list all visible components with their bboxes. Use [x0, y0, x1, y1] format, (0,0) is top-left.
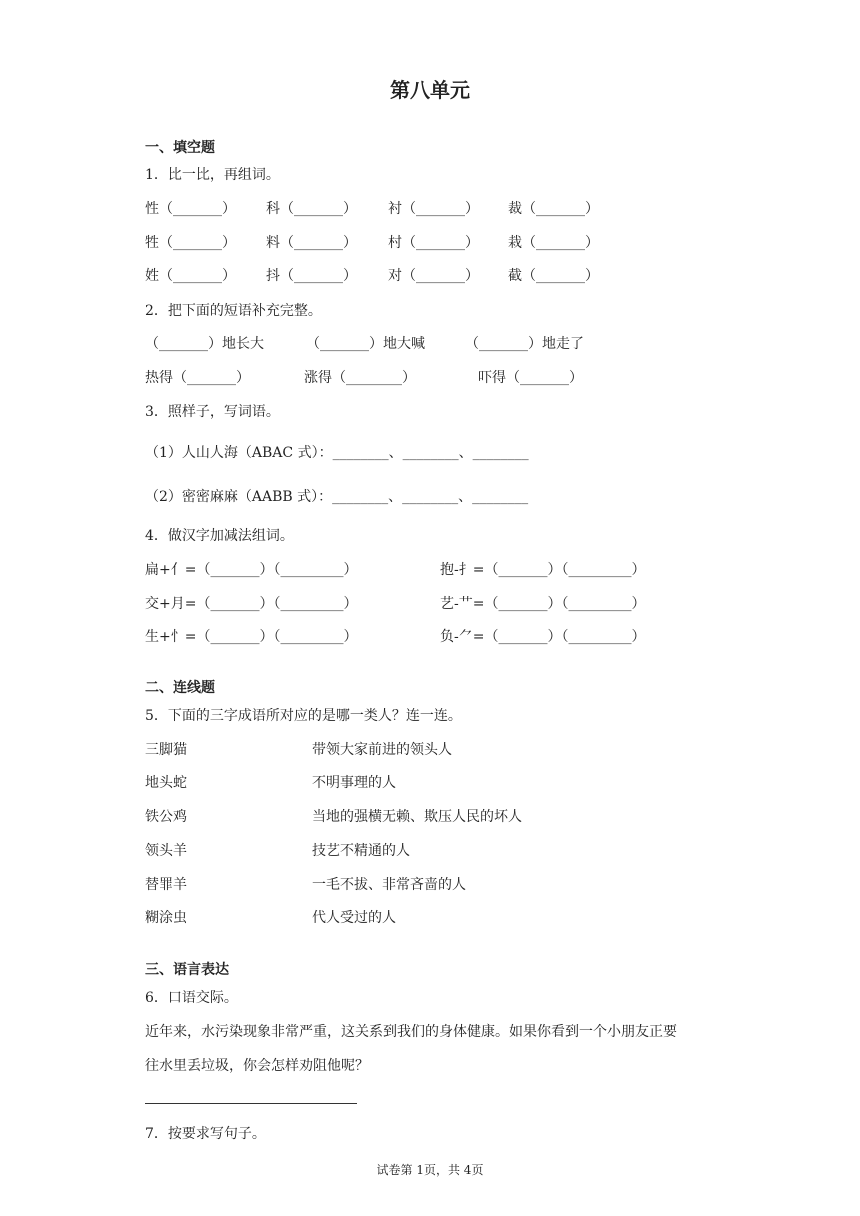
q4-right-item: 抱-扌=（_______）（_________）: [440, 562, 646, 578]
q1-cell: 衬（_______）: [388, 201, 479, 217]
page-title: 第八单元: [390, 78, 470, 102]
q5-idiom: 糊涂虫: [145, 910, 187, 926]
question-1-prompt: 1．比一比，再组词。: [145, 167, 280, 183]
q5-meaning: 带领大家前进的领头人: [312, 742, 452, 758]
q3-item-1: （1）人山人海（ABAC 式）：________、________、________: [145, 445, 529, 461]
q4-left-item: 扁+亻=（_______）（_________）: [145, 562, 358, 578]
q1-cell: 料（_______）: [266, 235, 357, 251]
page-footer: 试卷第 1页，共 4页: [376, 1163, 484, 1177]
q1-cell: 姓（_______）: [145, 268, 236, 284]
q2-phrase: 热得（_______）: [145, 370, 250, 386]
q1-cell: 村（_______）: [388, 235, 479, 251]
q1-cell: 性（_______）: [145, 201, 236, 217]
answer-line: [145, 1103, 357, 1104]
q5-idiom: 替罪羊: [145, 877, 187, 893]
section-matching: 二、连线题: [145, 680, 215, 696]
q4-right-item: 负-⺈=（_______）（_________）: [440, 629, 646, 645]
q5-meaning: 一毛不拔、非常吝啬的人: [312, 877, 466, 893]
q5-meaning: 当地的强横无赖、欺压人民的坏人: [312, 809, 522, 825]
question-7-prompt: 7．按要求写句子。: [145, 1126, 266, 1142]
q1-cell: 裁（_______）: [508, 201, 599, 217]
q2-phrase: （_______）地大喊: [306, 336, 425, 352]
q1-cell: 截（_______）: [508, 268, 599, 284]
question-2-prompt: 2．把下面的短语补充完整。: [145, 303, 322, 319]
q6-text-line-1: 近年来，水污染现象非常严重，这关系到我们的身体健康。如果你看到一个小朋友正要: [145, 1024, 677, 1040]
q5-meaning: 技艺不精通的人: [312, 843, 410, 859]
section-language-expression: 三、语言表达: [145, 962, 229, 978]
q5-idiom: 铁公鸡: [145, 809, 187, 825]
q2-phrase: 涨得（________）: [304, 370, 416, 386]
section-fill-blank: 一、填空题: [145, 140, 215, 156]
q2-phrase: 吓得（_______）: [478, 370, 583, 386]
q1-cell: 抖（_______）: [266, 268, 357, 284]
question-6-prompt: 6．口语交际。: [145, 990, 238, 1006]
q1-cell: 牲（_______）: [145, 235, 236, 251]
q2-phrase: （_______）地长大: [145, 336, 264, 352]
q5-meaning: 不明事理的人: [312, 775, 396, 791]
question-5-prompt: 5．下面的三字成语所对应的是哪一类人？连一连。: [145, 708, 462, 724]
q1-cell: 对（_______）: [388, 268, 479, 284]
q1-cell: 栽（_______）: [508, 235, 599, 251]
q3-item-2: （2）密密麻麻（AABB 式）：________、________、________: [145, 489, 529, 505]
q5-idiom: 三脚猫: [145, 742, 187, 758]
q1-cell: 科（_______）: [266, 201, 357, 217]
q4-left-item: 生+忄=（_______）（_________）: [145, 629, 358, 645]
q6-text-line-2: 往水里丢垃圾，你会怎样劝阻他呢？: [145, 1058, 369, 1074]
q5-idiom: 领头羊: [145, 843, 187, 859]
q2-phrase: （_______）地走了: [465, 336, 584, 352]
q4-right-item: 艺-艹=（_______）（_________）: [440, 596, 646, 612]
question-4-prompt: 4．做汉字加减法组词。: [145, 528, 294, 544]
q4-left-item: 交+月=（_______）（_________）: [145, 596, 358, 612]
q5-meaning: 代人受过的人: [312, 910, 396, 926]
question-3-prompt: 3．照样子，写词语。: [145, 404, 280, 420]
q5-idiom: 地头蛇: [145, 775, 187, 791]
